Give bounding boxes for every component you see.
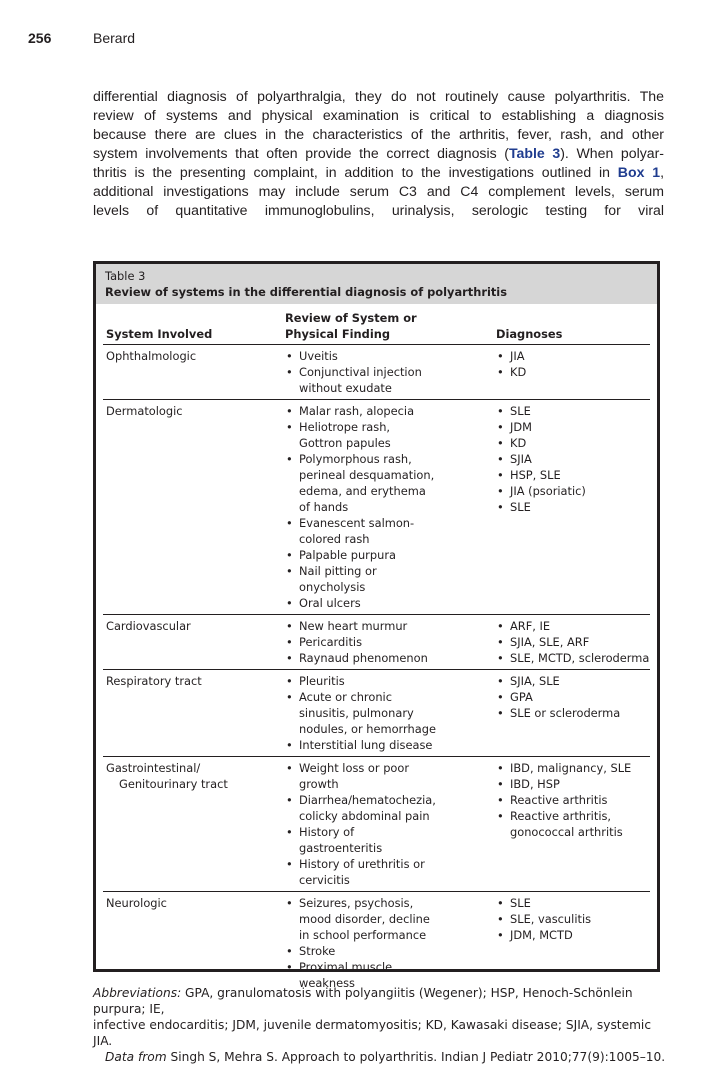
cell-system [106,895,276,911]
page-number: 256 [28,30,52,46]
diagnosis-item [496,808,666,840]
cell-system [106,673,276,689]
item-line: edema, and erythema [299,484,426,498]
item-line: • JIA [510,349,525,363]
item-line: • KD [510,365,527,379]
item-line: • SJIA, SLE [510,674,560,688]
table-footnote [93,985,673,1065]
cell-finding [285,348,490,396]
item-line: colicky abdominal pain [299,809,430,823]
item-line: • History of urethritis or [299,857,425,871]
body-text-run: differential diagnosis of polyarthralgia, they do not routinely cause polyarthritis. The [93,88,664,104]
item-line: • SJIA [510,452,532,466]
diagnosis-item [496,927,666,943]
item-line: weakness [299,976,355,990]
diagnosis-item [496,348,666,364]
item-line: nodules, or hemorrhage [299,722,436,736]
cell-diagnoses [496,348,666,380]
cell-finding [285,403,490,611]
cell-system [106,348,276,364]
diagnosis-item [496,499,666,515]
item-line: • Palpable purpura [299,548,396,562]
diagnosis-item [496,895,666,911]
cell-diagnoses [496,895,666,943]
finding-item [285,650,490,666]
item-line: • SLE [510,404,531,418]
finding-item [285,515,490,547]
abbreviations-text-1: GPA, granulomatosis with polyangiitis (Wegener); HSP, Henoch-Schönlein purpura; IE, [93,986,633,1016]
table-row [103,615,650,670]
body-line [93,87,664,106]
table-row [103,400,650,615]
system-text: Gastrointestinal/ [106,761,201,775]
abbreviations-label: Abbreviations: [93,986,182,1000]
cell-system [106,618,276,634]
item-line: • JDM [510,420,532,434]
item-line: • Diarrhea/hematochezia, [299,793,436,807]
finding-item [285,634,490,650]
table-title: Review of systems in the differential diagnosis of polyarthritis [105,285,507,299]
item-line: • Acute or chronic [299,690,392,704]
body-text-run: review of systems and physical examination is critical to establishing a diagnosis [93,107,664,123]
body-text-run: thritis is the presenting complaint, in addition to the investigations outlined in [93,164,618,180]
item-line: • Reactive arthritis, [510,809,612,823]
body-paragraph [93,87,664,220]
cell-diagnoses [496,403,666,515]
col-header-finding-line2: Physical Finding [285,327,390,341]
finding-item [285,618,490,634]
body-line [93,163,664,182]
system-text: Dermatologic [106,404,183,418]
item-line: • SLE [510,500,531,514]
item-line: perineal desquamation, [299,468,435,482]
item-line: • New heart murmur [299,619,408,633]
finding-item [285,737,490,753]
diagnosis-item [496,689,666,705]
diagnosis-item [496,403,666,419]
finding-item [285,451,490,515]
item-line: • Raynaud phenomenon [299,651,428,665]
cell-system [106,403,276,419]
cell-finding [285,895,490,991]
table-header-row [103,304,650,345]
table-row [103,345,650,400]
system-text: Cardiovascular [106,619,191,633]
item-line: • History of [299,825,355,839]
abbreviations-line1 [93,985,673,1017]
body-line [93,144,664,163]
item-line: • GPA [510,690,533,704]
item-line: • Weight loss or poor [299,761,410,775]
item-line: • Uveitis [299,349,338,363]
item-line: • Nail pitting or [299,564,377,578]
col-header-system: System Involved [106,327,213,341]
source-text: Singh S, Mehra S. Approach to polyarthritis. Indian J Pediatr 2010;77(9):1005–10. [166,1050,666,1064]
cell-finding [285,673,490,753]
diagnosis-item [496,792,666,808]
item-line: cervicitis [299,873,350,887]
source-line [93,1049,673,1065]
finding-item [285,895,490,943]
col-header-diagnoses: Diagnoses [496,327,563,341]
cell-system [106,760,276,792]
item-line: gastroenteritis [299,841,383,855]
col-header-finding [285,310,417,342]
item-line: • Seizures, psychosis, [299,896,414,910]
diagnosis-item [496,673,666,689]
body-line [93,201,664,220]
finding-item [285,760,490,792]
running-head-author: Berard [93,30,136,46]
col-header-finding-line1: Review of System or [285,311,417,325]
diagnosis-item [496,419,666,435]
body-line [93,125,664,144]
item-line: • IBD, malignancy, SLE [510,761,632,775]
item-line: • Malar rash, alopecia [299,404,415,418]
item-line: • JIA (psoriatic) [510,484,586,498]
body-text-run: ). When polyar- [560,145,664,161]
diagnosis-item [496,618,666,634]
finding-item [285,595,490,611]
body-text-run: levels of quantitative immunoglobulins, urinalysis, serologic testing for viral [93,202,664,218]
item-line: • Reactive arthritis [510,793,608,807]
item-line: onycholysis [299,580,366,594]
item-line: • SLE [510,896,531,910]
system-text: Neurologic [106,896,167,910]
cross-reference-link[interactable]: Table 3 [508,145,561,161]
item-line: • Pleuritis [299,674,345,688]
item-line: • JDM, MCTD [510,928,573,942]
item-line: Gottron papules [299,436,391,450]
diagnosis-item [496,705,666,721]
body-text-run: system involvements that often provide the correct diagnosis ( [93,145,509,161]
body-text-run: because there are clues in the characteristics of the arthritis, fever, rash, and other [93,126,664,142]
finding-item [285,348,490,364]
table-row [103,757,650,892]
finding-item [285,547,490,563]
item-line: colored rash [299,532,370,546]
item-line: growth [299,777,339,791]
finding-item [285,563,490,595]
finding-item [285,792,490,824]
cell-diagnoses [496,760,666,840]
body-text-run: additional investigations may include serum C3 and C4 complement levels, serum [93,183,664,199]
abbreviations-text-2: infective endocarditis; JDM, juvenile dermatomyositis; KD, Kawasaki disease; SJIA, systemic JIA. [93,1018,652,1048]
item-line: • KD [510,436,527,450]
item-line: • IBD, HSP [510,777,560,791]
item-line: sinusitis, pulmonary [299,706,414,720]
item-line: in school performance [299,928,427,942]
system-text: Genitourinary tract [119,777,228,791]
item-line: • Stroke [299,944,336,958]
diagnosis-item [496,467,666,483]
item-line: • Oral ulcers [299,596,361,610]
diagnosis-item [496,760,666,776]
table-body [96,345,657,994]
cross-reference-link[interactable]: Box 1 [617,164,661,180]
body-line [93,182,664,201]
item-line: • SJIA, SLE, ARF [510,635,590,649]
item-line: • Heliotrope rash, [299,420,391,434]
item-line: • Proximal muscle [299,960,393,974]
body-text-run: , [660,164,664,180]
finding-item [285,943,490,959]
diagnosis-item [496,451,666,467]
diagnosis-item [496,483,666,499]
item-line: • Pericarditis [299,635,363,649]
body-line [93,106,664,125]
finding-item [285,364,490,396]
system-text: Respiratory tract [106,674,202,688]
table-caption-band [96,264,657,304]
table-row [103,670,650,757]
cell-diagnoses [496,618,666,666]
table-row [103,892,650,994]
finding-item [285,673,490,689]
finding-item [285,403,490,419]
finding-item [285,856,490,888]
diagnosis-item [496,435,666,451]
diagnosis-item [496,776,666,792]
item-line: • Conjunctival injection [299,365,422,379]
diagnosis-item [496,364,666,380]
item-line: of hands [299,500,349,514]
item-line: • SLE, MCTD, scleroderma [510,651,650,665]
finding-item [285,419,490,451]
item-line: without exudate [299,381,392,395]
source-label: Data from [105,1050,167,1064]
table-label: Table 3 [105,269,146,283]
item-line: • Polymorphous rash, [299,452,412,466]
cell-diagnoses [496,673,666,721]
diagnosis-item [496,911,666,927]
table-3 [93,261,660,990]
diagnosis-item [496,634,666,650]
cell-finding [285,618,490,666]
item-line: • SLE, vasculitis [510,912,592,926]
item-line: • ARF, IE [510,619,551,633]
item-line: • SLE or scleroderma [510,706,621,720]
cell-finding [285,760,490,888]
item-line: • Evanescent salmon- [299,516,415,530]
diagnosis-item [496,650,666,666]
finding-item [285,689,490,737]
item-line: gonococcal arthritis [510,825,623,839]
item-line: • Interstitial lung disease [299,738,433,752]
item-line: mood disorder, decline [299,912,430,926]
system-text: Ophthalmologic [106,349,197,363]
finding-item [285,824,490,856]
item-line: • HSP, SLE [510,468,561,482]
